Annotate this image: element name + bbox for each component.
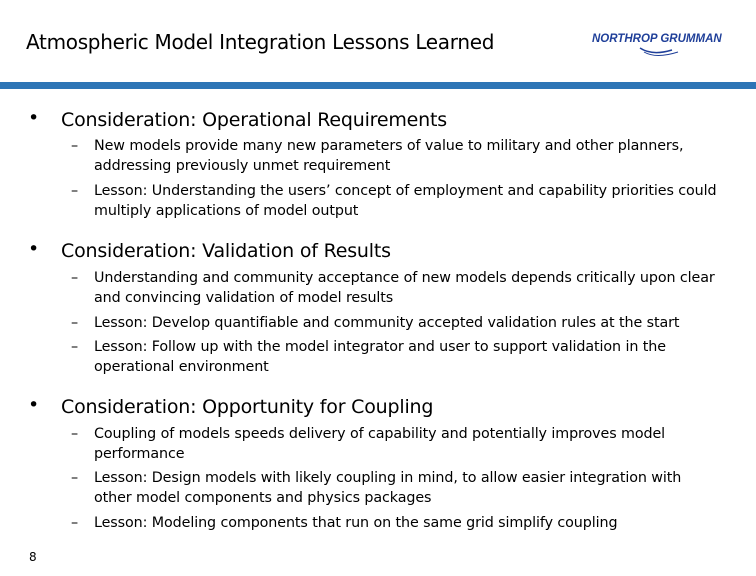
title-divider-bar bbox=[0, 82, 756, 89]
dash-icon: – bbox=[71, 183, 79, 199]
list-item bbox=[71, 181, 721, 221]
dash-icon: – bbox=[71, 315, 79, 331]
bullet-icon: • bbox=[28, 238, 40, 260]
dash-icon: – bbox=[71, 270, 79, 286]
dash-icon: – bbox=[71, 426, 79, 442]
section-heading: Consideration: Opportunity for Coupling bbox=[61, 396, 434, 418]
slide-title: Atmospheric Model Integration Lessons Learned bbox=[26, 30, 495, 54]
list-item-text: Lesson: Design models with likely coupling in mind, to allow easier integration with other model components and physics packages bbox=[94, 470, 682, 506]
list-item bbox=[71, 136, 721, 176]
list-item bbox=[71, 313, 721, 333]
bullet-icon: • bbox=[28, 107, 40, 129]
list-item bbox=[71, 337, 721, 377]
list-item-text: New models provide many new parameters of value to military and other planners, addressing previously unmet requirement bbox=[94, 138, 684, 174]
section-heading: Consideration: Validation of Results bbox=[61, 240, 391, 262]
dash-icon: – bbox=[71, 339, 79, 355]
logo-text: NORTHROP GRUMMAN bbox=[592, 33, 722, 45]
dash-icon: – bbox=[71, 470, 79, 486]
bullet-icon: • bbox=[28, 394, 40, 416]
list-item-text: Lesson: Follow up with the model integrator and user to support validation in the operational environment bbox=[94, 339, 666, 375]
dash-icon: – bbox=[71, 138, 79, 154]
dash-icon: – bbox=[71, 515, 79, 531]
list-item bbox=[71, 513, 721, 533]
northrop-grumman-logo bbox=[592, 30, 737, 60]
list-item-text: Lesson: Develop quantifiable and community accepted validation rules at the start bbox=[94, 315, 680, 331]
list-item bbox=[71, 268, 721, 308]
list-item bbox=[71, 424, 721, 464]
list-item-text: Understanding and community acceptance of new models depends critically upon clear and convincing validation of model results bbox=[94, 270, 715, 306]
list-item-text: Coupling of models speeds delivery of capability and potentially improves model performance bbox=[94, 426, 666, 462]
section-heading: Consideration: Operational Requirements bbox=[61, 109, 447, 131]
list-item-text: Lesson: Modeling components that run on the same grid simplify coupling bbox=[94, 515, 618, 531]
page-number: 8 bbox=[29, 550, 37, 564]
list-item-text: Lesson: Understanding the users’ concept of employment and capability priorities could multiply applications of model output bbox=[94, 183, 717, 219]
list-item bbox=[71, 468, 721, 508]
